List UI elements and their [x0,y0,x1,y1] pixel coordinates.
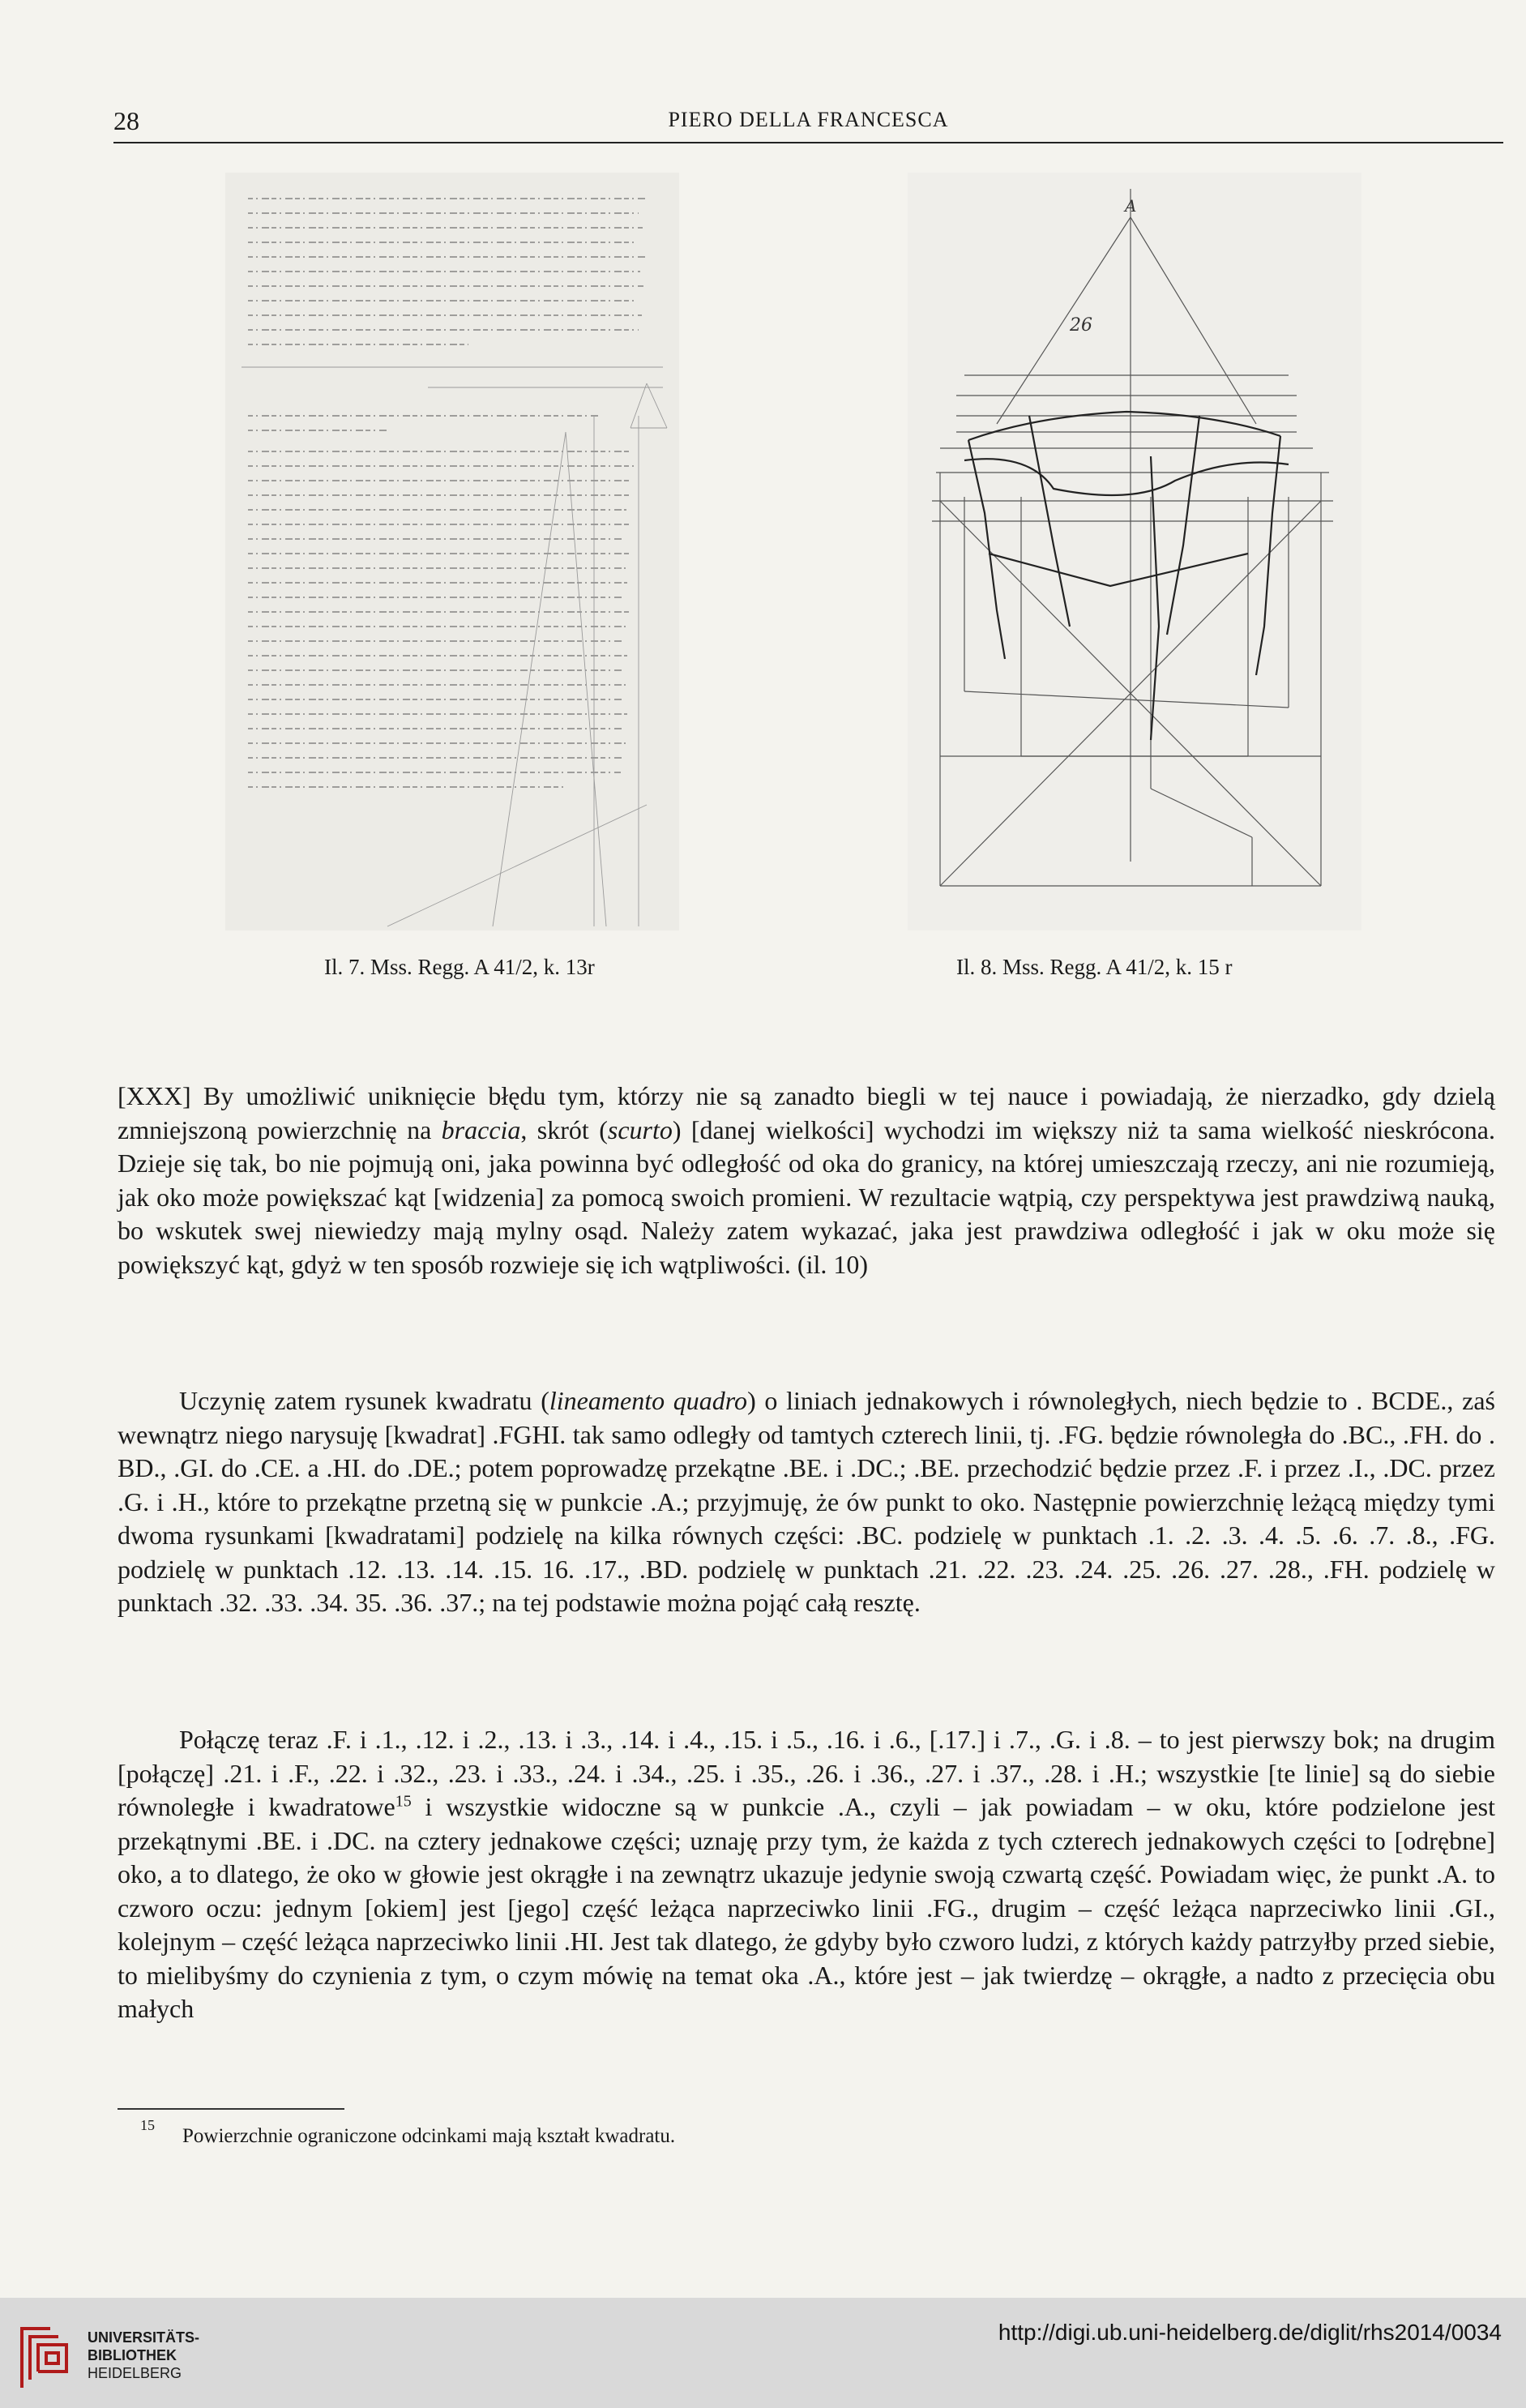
running-title: PIERO DELLA FRANCESCA [668,108,949,131]
library-name-line: BIBLIOTHEK [88,2347,177,2363]
perspective-construction-image [908,173,1361,930]
footer-bar [0,2298,1526,2408]
svg-text:26: 26 [1070,315,1092,336]
paragraph-part-a: Połączę teraz .F. i .1., .12. i .2., .13. i .3., .14. i .4., .15. i .5., .16. i .6., [.17.] i .7., .G. i .8. – to jest pierwszy bok; na drugim [połączę] .21. i .F., .22. i .32., .23. i .33., .24. i .34., .25. i .35., .26. i .36., .27. i .37., .28. i .H.; wszystkie [te linie] są do siebie równoległe i kwadratowe [118,1725,1495,1821]
paragraph-part-b: i wszystkie widoczne są w punkcie .A., czyli – jak powiadam – w oku, które podzielone jest przekątnymi .BE. i .DC. na cztery jednakowe części; uznaję przy tym, że każda z tych czterech jednakowych części to [odrębne] oko, a to dlatego, że oko w głowie jest okrągłe i na zewnątrz ukazuje jedynie swoją czwartą część. Powiadam więc, że punkt .A. to czworo oczu: jednym [okiem] jest [jego] część leżąca naprzeciwko linii .FG., drugim – część leżąca naprzeciwko linii .GI., kolejnym – część leżąca naprzeciwko linii .HI. Jest tak dlatego, że gdyby było czworo ludzi, z których każdy patrzyłby przed siebie, to mielibyśmy do czynienia z tym, o czym mówię na temat oka .A., które jest – jak twierdzę – okrągłe, a nadto z przecięcia obu małych [118,1792,1496,2023]
paragraph-text [118,1723,1495,2026]
paragraph-text: [XXX] By umożliwić uniknięcie błędu tym, którzy nie są zanadto biegli w tej nauce i powiadają, że nierzadko, gdy dzielą zmniejszoną powierzchnię na braccia, skrót (scurto) [danej wielkości] wychodzi im większy niż ta sama wielkość nieskrócona. Dzieje się tak, bo nie pojmują oni, jaka powinna być odległość od oka do granicy, na której umieszczają rzeczy, ani nie rozumieją, jak oko może powiększać kąt [widzenia] za pomocą swoich promieni. W rezultacie wątpią, czy perspektywa jest prawdziwą nauką, bo wskutek swej niewiedzy mają mylny osąd. Należy zatem wykazać, jaka jest prawdziwa odległość i jak w oku może się powiększyć kąt, gdyż w ten sposób rozwieje się ich wątpliwości. (il. 10) [118,1081,1496,1279]
footnote-reference[interactable]: 15 [395,1792,412,1811]
body-paragraph-3 [118,1723,1495,2026]
figure-8-perspective-drawing [908,173,1361,930]
footnote-text: Powierzchnie ograniczone odcinkami mają kształt kwadratu. [182,2125,676,2147]
paragraph-text: Uczynię zatem rysunek kwadratu (lineamento quadro) o liniach jednakowych i równoległych, niech będzie to . BCDE., zaś wewnątrz niego narysuję [kwadrat] .FGHI. tak samo odległy od tamtych czterech linii, tj. .FG. będzie równoległa do .BC., .FH. do . BD., .GI. do .CE. a .HI. do .DE.; potem poprowadzę przekątne .BE. i .DC.; .BE. przechodzić będzie przez .F. i przez .I., .DC. przez .G. i .H., które to przekątne przetną się w punkcie .A.; przyjmuję, że ów punkt to oko. Następnie powierzchnię leżącą między tymi dwoma rysunkami [kwadratami] podzielę na kilka równych części: .BC. podzielę w punktach .1. .2. .3. .4. .5. .6. .7. .8., .FG. podzielę w punktach .12. .13. .14. .15. 16. .17., .BD. podzielę w punktach .21. .22. .23. .24. .25. .26. .27. .28., .FH. podzielę w punktach .32. .33. .34. 35. .36. .37.; na tej podstawie można pojąć całą resztę. [118,1386,1496,1617]
source-url-link[interactable]: http://digi.ub.uni-heidelberg.de/diglit/rhs2014/0034 [998,2320,1502,2345]
manuscript-page-image [225,173,679,930]
figure-7-manuscript [225,173,679,930]
library-name [88,2329,199,2382]
page-header [113,101,1503,143]
figure-7-caption: Il. 7. Mss. Regg. A 41/2, k. 13r [324,955,595,979]
library-name-line: HEIDELBERG [88,2365,182,2381]
body-paragraph-2 [118,1384,1495,1620]
footnote: 15 Powierzchnie ograniczone odcinkami mają kształt kwadratu. [140,2117,676,2147]
page-number: 28 [113,106,139,135]
university-library-logo-icon[interactable] [18,2319,75,2392]
body-paragraph-1 [118,1080,1495,1281]
library-name-line: UNIVERSITÄTS- [88,2329,200,2346]
svg-text:A: A [1125,196,1137,216]
figure-8-caption: Il. 8. Mss. Regg. A 41/2, k. 15 r [956,955,1233,979]
footnote-separator [118,2108,344,2110]
